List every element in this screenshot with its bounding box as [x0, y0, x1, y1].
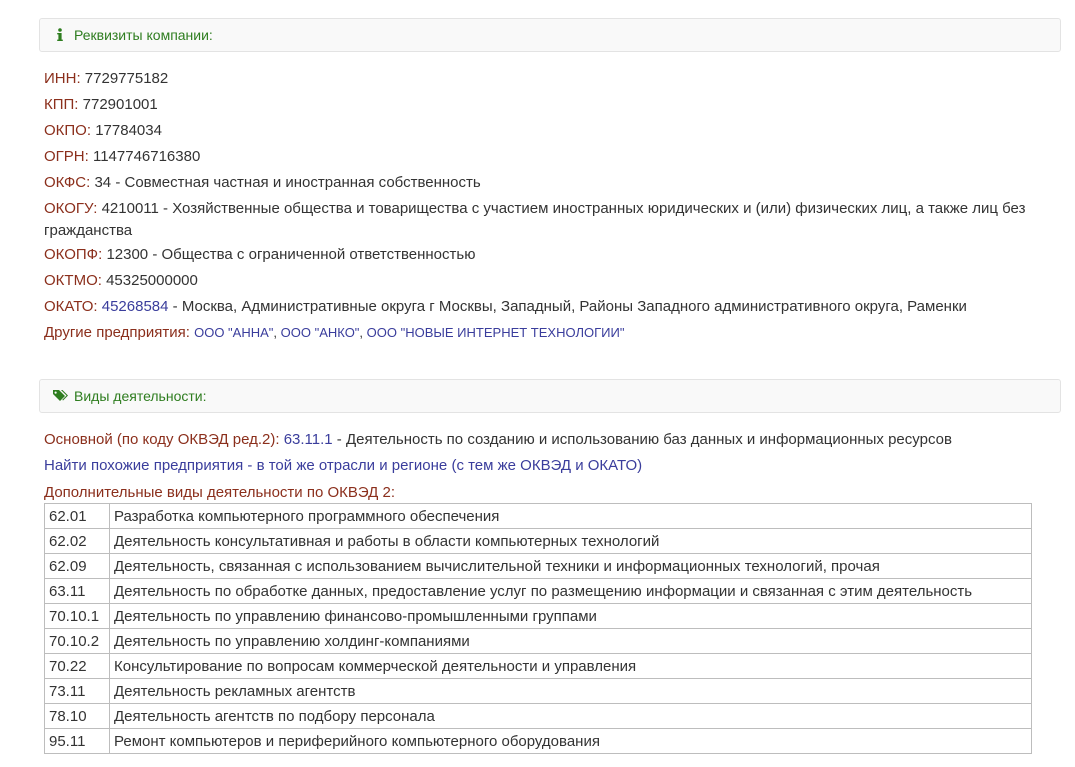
table-row	[45, 579, 1032, 604]
okpo-label: ОКПО:	[44, 122, 92, 139]
kpp-value: 772901001	[82, 96, 158, 113]
oktmo-value: 45325000000	[106, 272, 198, 289]
main-activity-row	[44, 429, 1069, 451]
table-row	[45, 604, 1032, 629]
okopf-label: ОКОПФ:	[44, 246, 103, 263]
kpp-row	[44, 94, 1069, 116]
okved-code: 95.11	[45, 729, 110, 754]
okved-name: Разработка компьютерного программного обеспечения	[110, 504, 1032, 529]
requisites-title: Реквизиты компании:	[74, 27, 213, 43]
okved-name: Деятельность по обработке данных, предоставление услуг по размещению информации и связанная с этим деятельность	[110, 579, 1032, 604]
okogu-row	[44, 198, 1069, 242]
okved-code: 73.11	[45, 679, 110, 704]
inn-row	[44, 68, 1069, 90]
okved-code: 63.11	[45, 579, 110, 604]
ogrn-label: ОГРН:	[44, 148, 89, 165]
ogrn-row	[44, 146, 1069, 168]
okfs-label: ОКФС:	[44, 174, 91, 191]
table-row	[45, 729, 1032, 754]
other-company-link-1[interactable]: ООО "АННА"	[194, 325, 274, 340]
main-activity-code-link[interactable]: 63.11.1	[283, 431, 333, 448]
other-company-link-2[interactable]: ООО "АНКО"	[280, 325, 360, 340]
okved-code: 62.09	[45, 554, 110, 579]
okopf-row	[44, 244, 1069, 266]
okved-name: Деятельность агентств по подбору персонала	[110, 704, 1032, 729]
okogu-value: 4210011 - Хозяйственные общества и товарищества с участием иностранных юридических и (или) физических лиц, а также лиц без гражданства	[44, 200, 1026, 239]
okved-name: Деятельность по управлению финансово-промышленными группами	[110, 604, 1032, 629]
table-row	[45, 704, 1032, 729]
table-row	[45, 504, 1032, 529]
okved-name: Деятельность по управлению холдинг-компаниями	[110, 629, 1032, 654]
okved-code: 78.10	[45, 704, 110, 729]
ogrn-value: 1147746716380	[92, 148, 201, 165]
kpp-label: КПП:	[44, 96, 79, 113]
okfs-row	[44, 172, 1069, 194]
main-activity-label: Основной (по коду ОКВЭД ред.2):	[44, 431, 280, 448]
okved-code: 70.10.1	[45, 604, 110, 629]
table-row	[45, 679, 1032, 704]
other-companies-label: Другие предприятия:	[44, 324, 190, 341]
okved-name: Консультирование по вопросам коммерческой деятельности и управления	[110, 654, 1032, 679]
okato-label: ОКАТО:	[44, 298, 98, 315]
okato-code-link[interactable]: 45268584	[101, 298, 169, 315]
activities-header	[39, 379, 1061, 413]
okpo-value: 17784034	[95, 122, 162, 139]
other-companies-row	[44, 322, 1069, 344]
inn-value: 7729775182	[84, 70, 169, 87]
info-icon	[52, 27, 68, 43]
oktmo-row	[44, 270, 1069, 292]
okato-row	[44, 296, 1069, 318]
separator: ,	[359, 325, 367, 340]
okopf-value: 12300 - Общества с ограниченной ответственностью	[106, 246, 476, 263]
find-similar-link[interactable]: Найти похожие предприятия - в той же отрасли и регионе (с тем же ОКВЭД и ОКАТО)	[44, 457, 643, 474]
inn-label: ИНН:	[44, 70, 81, 87]
table-row	[45, 554, 1032, 579]
table-row	[45, 629, 1032, 654]
okpo-row	[44, 120, 1069, 142]
additional-activities-label: Дополнительные виды деятельности по ОКВЭД 2:	[44, 484, 395, 501]
separator: ,	[273, 325, 281, 340]
okfs-value: 34 - Совместная частная и иностранная собственность	[94, 174, 481, 191]
table-row	[45, 654, 1032, 679]
main-activity-description: - Деятельность по созданию и использованию баз данных и информационных ресурсов	[332, 431, 952, 448]
okogu-label: ОКОГУ:	[44, 200, 98, 217]
okved-code: 62.01	[45, 504, 110, 529]
okved-table	[44, 503, 1032, 754]
okved-code: 70.10.2	[45, 629, 110, 654]
table-row	[45, 529, 1032, 554]
okved-name: Деятельность, связанная с использованием вычислительной техники и информационных технологий, прочая	[110, 554, 1032, 579]
activities-title: Виды деятельности:	[74, 388, 207, 404]
okved-code: 62.02	[45, 529, 110, 554]
requisites-header	[39, 18, 1061, 52]
okved-name: Деятельность консультативная и работы в области компьютерных технологий	[110, 529, 1032, 554]
oktmo-label: ОКТМО:	[44, 272, 102, 289]
okato-description: - Москва, Административные округа г Москвы, Западный, Районы Западного административного округа, Раменки	[168, 298, 967, 315]
similar-row	[44, 455, 1069, 477]
okved-name: Ремонт компьютеров и периферийного компьютерного оборудования	[110, 729, 1032, 754]
okved-name: Деятельность рекламных агентств	[110, 679, 1032, 704]
other-company-link-3[interactable]: ООО "НОВЫЕ ИНТЕРНЕТ ТЕХНОЛОГИИ"	[366, 325, 625, 340]
okved-code: 70.22	[45, 654, 110, 679]
additional-label-row	[44, 482, 1069, 504]
tags-icon	[52, 388, 68, 404]
